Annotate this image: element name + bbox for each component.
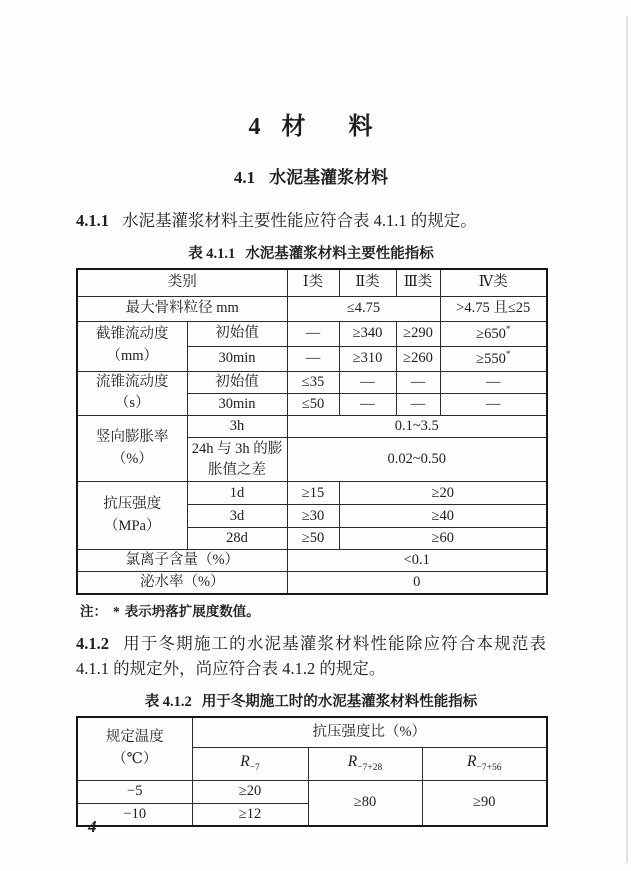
- r-subscript: −7: [249, 763, 260, 774]
- table-4-1-1-caption: [76, 245, 546, 264]
- clause-4-1-1: [76, 208, 546, 233]
- table-cell: —: [440, 393, 547, 415]
- header-class-4: Ⅳ类: [440, 269, 547, 296]
- group-label-name: 竖向膨胀率: [96, 428, 169, 445]
- note-text: 表示坍落扩展度数值。: [124, 604, 260, 620]
- group-label: [77, 371, 187, 416]
- row-label: 1d: [187, 482, 287, 505]
- table-cell: ≥50: [287, 528, 339, 550]
- row-label: 最大骨料粒径 mm: [77, 296, 287, 321]
- r-symbol: R: [347, 753, 358, 771]
- row-label: 24h 与 3h 的膨胀值之差: [187, 438, 287, 482]
- table-caption-title: 水泥基灌浆材料主要性能指标: [245, 246, 434, 262]
- section-number: 4.1: [233, 168, 256, 187]
- table-cell: —: [396, 393, 440, 415]
- row-label: −5: [77, 780, 192, 803]
- cell-value: ≥650: [476, 325, 506, 342]
- group-label: [77, 321, 187, 371]
- table-cell: —: [287, 346, 339, 371]
- chapter-number: 4: [248, 114, 262, 140]
- page-content: [76, 0, 546, 827]
- group-label-name: 流锥流动度: [96, 373, 169, 390]
- r-subscript: −7+56: [476, 763, 502, 774]
- row-label: −10: [77, 803, 192, 826]
- clause-4-1-2: [76, 631, 546, 681]
- table-cell: ≥310: [339, 346, 396, 371]
- cell-value: ≥550: [476, 350, 506, 367]
- group-label-name: 截锥流动度: [96, 326, 169, 343]
- header-strength-ratio: 抗压强度比（%）: [192, 717, 547, 747]
- header-temperature: [77, 717, 192, 780]
- table-cell: ≥290: [396, 321, 440, 346]
- table-cell: —: [339, 393, 396, 415]
- table-cell: 0: [287, 572, 547, 595]
- table-cell: —: [396, 371, 440, 393]
- header-r-minus7-plus56: [422, 747, 547, 780]
- table-cell: ≥40: [339, 505, 547, 528]
- table-cell: —: [440, 371, 547, 393]
- section-title: 水泥基灌浆材料: [269, 168, 389, 187]
- table-4-1-2: [76, 716, 548, 827]
- page-number: 4: [88, 817, 97, 836]
- r-symbol: R: [467, 753, 477, 771]
- table-cell: ≥20: [339, 482, 547, 505]
- footnote-marker: *: [113, 604, 120, 620]
- table-note: [80, 603, 546, 621]
- table-cell: [440, 321, 547, 346]
- table-cell: <0.1: [287, 550, 547, 572]
- header-temperature-name: 规定温度: [105, 729, 164, 746]
- header-r-minus7: [192, 747, 308, 780]
- note-prefix: 注：: [80, 604, 107, 620]
- group-label-unit: （%）: [111, 450, 153, 467]
- group-label: [77, 416, 187, 482]
- table-4-1-1: [76, 268, 548, 595]
- table-row: [77, 717, 547, 747]
- header-category: 类别: [77, 269, 287, 296]
- table-row: [77, 371, 547, 393]
- clause-number: 4.1.1: [76, 211, 109, 230]
- scanned-page-edge: [626, 16, 628, 863]
- row-label: 初始值: [187, 321, 287, 346]
- table-cell: ≥30: [287, 505, 339, 528]
- table-row: [77, 572, 547, 595]
- table-cell: [440, 346, 547, 371]
- table-cell: ≥260: [396, 346, 440, 371]
- header-r-minus7-plus28: [308, 747, 422, 780]
- table-cell: —: [339, 371, 396, 393]
- table-cell: ≥60: [339, 528, 547, 550]
- table-row: [77, 550, 547, 572]
- r-subscript: −7+28: [357, 763, 383, 774]
- row-label: 初始值: [187, 371, 287, 393]
- r-symbol: R: [240, 753, 250, 771]
- clause-number: 4.1.2: [76, 634, 109, 654]
- table-row: [77, 482, 547, 505]
- clause-text: 用于冬期施工的水泥基灌浆材料性能除应符合本规范表 4.1.1 的规定外，尚应符合表 4.1.2 的规定。: [76, 634, 546, 679]
- chapter-title: 材 料: [281, 114, 374, 140]
- header-temperature-unit: （℃）: [112, 750, 158, 767]
- chapter-heading: [76, 0, 546, 142]
- group-label-unit: （MPa）: [104, 517, 161, 534]
- table-row: [77, 416, 547, 438]
- table-4-1-2-caption: [76, 693, 546, 712]
- row-label: 30min: [187, 346, 287, 371]
- table-cell: >4.75 且≤25: [440, 296, 547, 321]
- row-label: 3d: [187, 505, 287, 528]
- group-label-unit: （mm）: [106, 348, 159, 364]
- table-cell: ≥340: [339, 321, 396, 346]
- group-label-unit: （s）: [114, 395, 150, 412]
- table-caption-title: 用于冬期施工时的水泥基灌浆材料性能指标: [201, 694, 478, 711]
- row-label: 30min: [187, 393, 287, 415]
- table-cell: ≥20: [192, 780, 308, 803]
- row-label: 3h: [187, 416, 287, 438]
- header-class-2: Ⅱ类: [339, 269, 396, 296]
- table-cell: 0.1~3.5: [287, 416, 547, 438]
- footnote-marker: *: [505, 348, 511, 359]
- table-caption-number: 表 4.1.1: [188, 246, 236, 262]
- table-caption-number: 表 4.1.2: [144, 694, 192, 711]
- table-cell: ≥15: [287, 482, 339, 505]
- table-cell: ≥80: [308, 780, 422, 826]
- table-cell: —: [287, 321, 339, 346]
- table-cell: ≤35: [287, 371, 339, 393]
- group-label: [77, 482, 187, 550]
- table-row: [77, 780, 547, 803]
- clause-text: 水泥基灌浆材料主要性能应符合表 4.1.1 的规定。: [122, 211, 477, 230]
- table-row: [77, 269, 547, 296]
- footnote-marker: *: [505, 323, 511, 334]
- table-cell: ≥12: [192, 803, 308, 826]
- table-row: [77, 296, 547, 321]
- row-label: 28d: [187, 528, 287, 550]
- table-row: [77, 321, 547, 346]
- row-label: 氯离子含量（%）: [77, 550, 287, 572]
- group-label-name: 抗压强度: [103, 495, 162, 512]
- table-cell: ≤4.75: [287, 296, 440, 321]
- section-heading: [76, 166, 546, 190]
- header-class-3: Ⅲ类: [396, 269, 440, 296]
- row-label: 泌水率（%）: [77, 572, 287, 595]
- header-class-1: Ⅰ类: [287, 269, 339, 296]
- table-cell: ≥90: [422, 780, 547, 826]
- table-cell: 0.02~0.50: [287, 438, 547, 482]
- table-cell: ≤50: [287, 393, 339, 415]
